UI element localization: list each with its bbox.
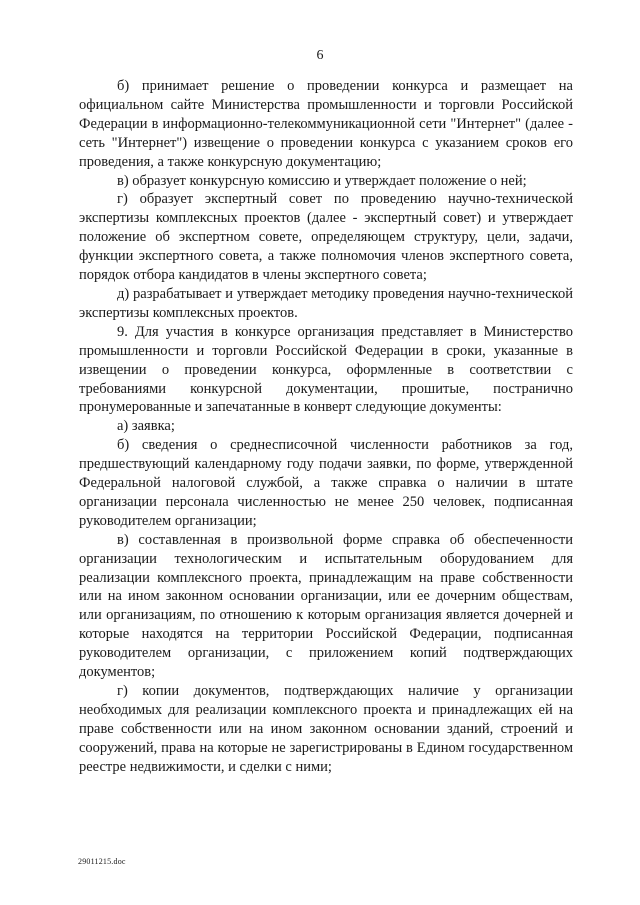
page-number: 6 — [316, 48, 324, 63]
paragraph-b-headcount: б) сведения о среднесписочной численности работников за год, предшествующий календарному году подачи заявки, по форме, утвержденной Федеральной налоговой службой, а также справка о наличии в штате организации персонала численностью не менее 250 человек, подписанная руководителем организации; — [79, 437, 573, 529]
footer-filename: 29011215.doc — [78, 857, 126, 866]
document-body — [79, 77, 573, 777]
paragraph-a-application: а) заявка; — [117, 418, 175, 435]
paragraph-9-participation: 9. Для участия в конкурсе организация представляет в Министерство промышленности и торговли Российской Федерации в сроки, указанные в извещении о проведении конкурса, оформленные в соответствии с требованиями конкурсной документации, прошитые, постранично пронумерованные и запечатанные в конверт следующие документы: — [79, 323, 573, 416]
paragraph-d-methodology: д) разрабатывает и утверждает методику проведения научно-технической экспертизы комплексных проектов. — [79, 285, 573, 321]
paragraph-g-expert-council: г) образует экспертный совет по проведению научно-технической экспертизы комплексных проектов (далее - экспертный совет) и утверждает положение об экспертном совете, определяющем структуру, цели, задачи, функции экспертного совета, а также полномочия членов экспертного совета, порядок отбора кандидатов в члены экспертного совета; — [79, 191, 573, 284]
paragraph-v-equipment: в) составленная в произвольной форме справка об обеспеченности организации технологическим и испытательным оборудованием для реализации комплексного проекта, принадлежащим на праве собственности или на ином законном основании организации, или ее дочерним обществам, или организациям, по отношению к которым организация является дочерней и которые находятся на территории Российской Федерации, подписанная руководителем организации, с приложением копий подтверждающих документов; — [79, 531, 573, 681]
paragraph-b-announce-contest: б) принимает решение о проведении конкурса и размещает на официальном сайте Министерства промышленности и торговли Российской Федерации в информационно-телекоммуникационной сети "Интернет" (далее - сеть "Интернет") извещение о проведении конкурса с указанием сроков его проведения, а также конкурсную документацию; — [79, 78, 573, 170]
paragraph-v-contest-commission: в) образует конкурсную комиссию и утверждает положение о ней; — [117, 172, 527, 189]
paragraph-g-buildings: г) копии документов, подтверждающих наличие у организации необходимых для реализации комплексного проекта и принадлежащих ей на праве собственности или на ином законном основании зданий, строений и сооружений, права на которые не зарегистрированы в Едином государственном реестре недвижимости, и сделки с ними; — [79, 683, 573, 775]
